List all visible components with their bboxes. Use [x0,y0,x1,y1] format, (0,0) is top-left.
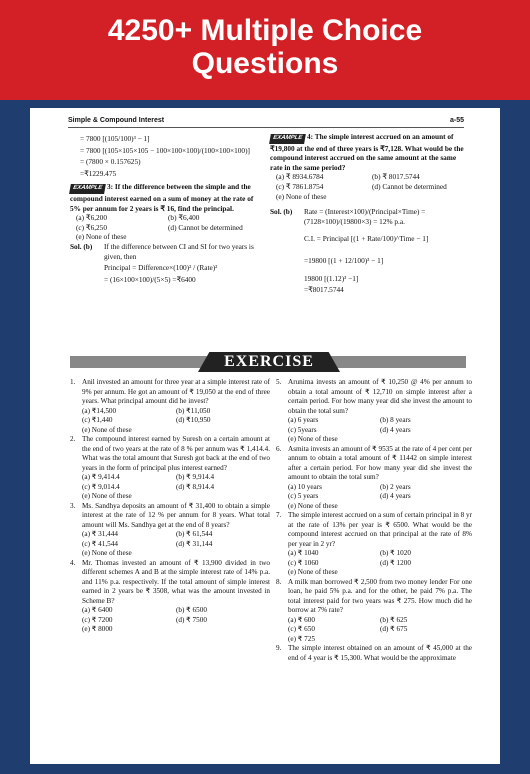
option: (b) ₹ 6500 [176,606,207,614]
option: (b) ₹11,050 [176,406,211,415]
banner-line-2: Questions [191,47,339,80]
example-tag: EXAMPLE [269,134,306,144]
option: (b) ₹6,400 [168,213,200,223]
math-line: 19800 [(1.12)³ −1] [304,273,359,283]
question-number: 1. [70,378,76,386]
option: (b) 8 years [380,416,411,424]
option: (c) ₹ 1060 [288,558,319,567]
example-3 [70,182,260,213]
math-line: = 7800 [(105×105×105 − 100×100×100)/(100×100×100)] [80,145,250,155]
right-worked-column [270,132,468,297]
solution-label: Sol. (b) [270,207,293,217]
example-3-options [76,213,260,242]
option: (e) None of these [288,435,338,443]
question [70,435,270,502]
option: (b) ₹ 625 [380,615,408,624]
math-line: = 7800 [(105/100)³ − 1] [80,134,150,143]
math-line: =19800 [(1 + 12/100)³ − 1] [304,255,384,265]
question-text: Asmita invests an amount of ₹ 9535 at the rate of 4 per cent per annum to obtain a total amount of ₹ 11442 on simple interest after a certain period. For how many year did she invest the amount to obtain the total sum? [288,444,472,481]
option: (c) ₹ 9,014.4 [82,482,120,491]
banner-title [0,0,530,80]
option: (a) ₹ 31,444 [82,530,118,538]
question-row [70,378,270,407]
question-options [288,616,472,645]
left-worked-column [70,132,260,286]
math-line: =₹8017.5744 [304,285,344,295]
option: (c) ₹ 7200 [82,615,113,624]
option: (d) ₹ 8,914.4 [176,482,215,491]
option: (c) ₹ 650 [288,625,315,633]
math-line: = (16×100×100)/(5×5) =₹6400 [104,274,196,284]
question-text: A milk man borrowed ₹ 2,500 from two money lender For one loan, he paid 5% p.a. and for the other, he paid 7% p.a. The total interest paid for two years was ₹ 275. How much did he borrow at 7% rate? [288,577,472,614]
example-4 [270,132,468,172]
option: (a) ₹ 600 [288,615,315,624]
question-number: 6. [276,444,282,453]
math-line: C.I. = Principal [(1 + Rate/100)^Time − 1] [304,234,429,244]
example-3-text: 3: If the difference between the simple and the compound interest earned on a sum of money at the rate of 5% per annum for 2 years is ₹ 16, find the principal. [70,182,254,213]
option: (d) ₹ 7500 [176,615,207,624]
option: (a) 6 years [288,416,319,424]
question [276,445,472,512]
question-text: The simple interest accrued on a sum of certain principal in 8 yr at the rate of 13% per year is ₹ 6500. What would be the compound interest accrued on that principal at the rate of 8% per year in 2 yr? [288,511,473,548]
option: (a) ₹14,500 [82,406,117,415]
option: (d) 4 years [380,425,411,434]
option: (c) 5 years [288,492,319,500]
question-row [276,511,472,549]
question-options [82,530,270,559]
option: (e) None of these [82,549,132,557]
example-4-options [276,172,468,201]
question [276,511,472,578]
question-row [70,559,270,607]
exercise-title: EXERCISE [224,353,314,370]
option: (e) ₹ 725 [288,634,315,643]
question-options [288,483,472,512]
question-text: Ms. Sandhya deposits an amount of ₹ 31,400 to obtain a simple interest at the rate of 12 % per annum for 8 years. What total amount will Ms. Sandhya get at the end of 8 years? [82,501,270,529]
math-line: =₹1229.475 [80,168,117,178]
option: (a) ₹ 9,414.4 [82,473,120,481]
option: (d) ₹ 31,144 [176,539,213,548]
example-tag: EXAMPLE [69,184,106,194]
option: (e) None of these [276,191,327,201]
question [276,578,472,645]
option: (e) None of these [288,501,338,510]
question-text: Mr. Thomas invested an amount of ₹ 13,900 divided in two different schemes A and B at the simple interest rate of 14% p.a. and 11% p.a. respectively. If the total amount of simple interest earned in 2 years be ₹ 3508, what was the amount invested in Scheme B? [82,558,270,605]
solution-text: If the difference between CI and SI for two years is given, then [104,241,254,261]
question-options [288,416,472,445]
math-line: = (7800 × 0.157625) [80,157,141,167]
question-row [276,578,472,616]
question-text: The simple interest obtained on an amount of ₹ 45,000 at the end of 4 year is ₹ 15,300. What would be the approximate [288,644,472,662]
question-options [288,549,472,578]
option: (b) ₹ 8017.5744 [372,172,420,182]
question-options [82,606,270,635]
option: (a) ₹6,200 [76,213,107,223]
example-4-text: 4: The simple interest accrued on an amount of ₹19,800 at the end of three years is ₹7,128. What would be the compound interest accrued on the same amount at the same rate in the same period? [270,132,464,172]
option: (a) ₹ 1040 [288,549,319,557]
exercise-banner [70,352,466,372]
book-page [30,108,500,764]
page-header [68,114,464,128]
question [70,378,270,435]
question-text: Anil invested an amount for three year at a simple interest rate of 9% per annum. He got an amount of ₹ 19,050 at the end of three years. What principal amount did he invest? [82,378,270,405]
option: (c) ₹1,440 [82,416,113,424]
solution-label: Sol. (b) [70,241,93,251]
question [70,502,270,559]
question-number: 8. [276,577,282,586]
question-number: 2. [70,435,76,443]
question-row [276,644,472,663]
option: (c) ₹ 7861.8754 [276,181,324,191]
option: (c) 5years [288,425,317,434]
option: (b) ₹ 61,544 [176,530,213,538]
option: (c) ₹6,250 [76,222,107,232]
option: (d) ₹ 675 [380,625,408,633]
questions-left-column [70,378,270,635]
question-text: The compound interest earned by Suresh on a certain amount at the end of two years at the rate of 8 % per annum was ₹ 1,414.4. What was the total amount that Suresh got back at the end of two years in the form of principal plus interest earned? [82,435,270,472]
question-row [276,445,472,483]
question-row [70,502,270,531]
option: (d) Cannot be determined [168,222,243,232]
chapter-title: Simple & Compound Interest [68,117,165,124]
option: (a) ₹ 6400 [82,606,113,614]
question-number: 4. [70,558,76,567]
question-number: 5. [276,378,282,386]
option: (d) ₹10,950 [176,416,211,424]
question-number: 9. [276,644,282,652]
question-options [82,473,270,502]
banner-underline [0,100,530,108]
banner-line-1: 4250+ Multiple Choice [107,14,423,47]
option: (e) None of these [82,425,132,434]
math-line: Rate = (Interest×100)/(Principal×Time) = (7128×100)/(19800×3) = 12% p.a. [304,207,426,226]
option: (a) ₹ 8934.6784 [276,172,324,182]
option: (d) ₹ 1200 [380,558,411,567]
question-text: Arunima invests an amount of ₹ 10,250 @ 4% per annum to obtain a total amount of ₹ 12,710 on simple interest after a certain period. For how many year did she invest the amount to obtain the total sum? [288,378,472,415]
option: (e) None of these [288,568,338,576]
option: (e) None of these [82,492,132,500]
question [70,559,270,635]
questions-right-column [276,378,472,663]
option: (e) ₹ 8000 [82,625,113,633]
question-number: 7. [276,511,282,519]
option: (e) None of these [76,232,127,242]
page-number: a-55 [449,117,464,124]
option: (b) 2 years [380,482,411,491]
question-number: 3. [70,501,76,510]
question-row [70,435,270,473]
option: (b) ₹ 9,914.4 [176,473,215,481]
option: (b) ₹ 1020 [380,549,411,557]
question-options [82,407,270,436]
question [276,644,472,663]
option: (d) Cannot be determined [372,181,447,191]
option: (a) 10 years [288,482,322,491]
question-row [276,378,472,416]
option: (d) 4 years [380,492,411,500]
option: (c) ₹ 41,544 [82,539,118,548]
solution-3 [70,242,260,261]
question [276,378,472,445]
solution-4 [270,207,468,226]
title-banner [0,0,530,100]
math-line: Principal = Difference×(100)² / (Rate)² [104,263,218,273]
